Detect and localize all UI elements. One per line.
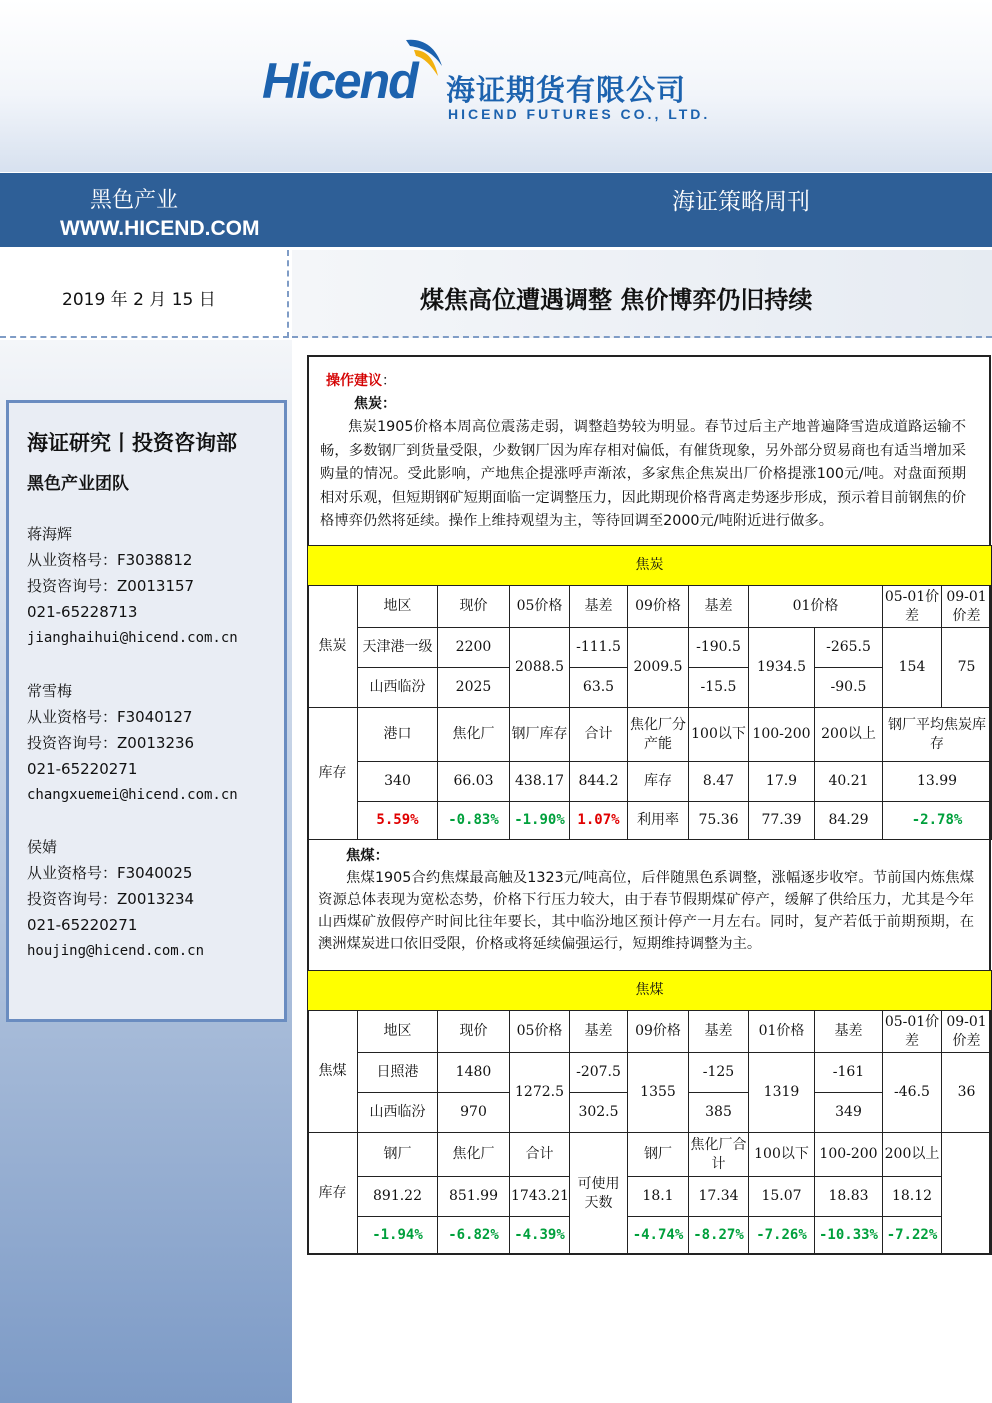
column-header: 100-200 [749,708,815,762]
inventory-change: -10.33% [815,1217,883,1255]
price-05-cell: 1272.5 [510,1053,570,1133]
column-header: 09价格 [628,586,689,628]
column-header: 焦化厂 [438,708,510,762]
utilization-value: 75.36 [689,802,749,840]
coke-advice-label: 焦炭： [354,396,396,412]
analyst-invest-id: 投资咨询号：Z0013234 [27,890,195,908]
utilization-value: 77.39 [749,802,815,840]
inventory-change: 5.59% [358,802,438,840]
analyst-card [27,678,238,808]
coking-advice-text: 焦煤1905合约焦煤最高触及1323元/吨高位，后伴随黑色系调整，涨幅逐步收窄。节前国内炼焦煤资源总体表现为宽松态势，价格下行压力较大，由于春节假期煤矿停产，缓解了供给压力，尤其是今年山西煤矿放假停产时间比往年要长，其中临汾地区预计停产一月左右。同时，复产若低于前期预期，在澳洲煤炭进口依旧受限，价格或将延续偏强运行，短期维持调整为主。 [318,870,974,952]
price-cell: 1480 [438,1053,510,1093]
column-header: 基差 [570,586,628,628]
inventory-value: 13.99 [883,762,992,802]
column-header: 05价格 [510,1011,570,1053]
inventory-change: -7.26% [749,1217,815,1255]
inventory-value: 18.12 [883,1177,942,1217]
basis-cell: -265.5 [815,628,883,668]
coking-coal-banner: 焦煤 [308,971,992,1011]
column-header: 100以下 [689,708,749,762]
analyst-email[interactable]: jianghaihui@hicend.com.cn [27,630,238,646]
price-01-cell: 1319 [749,1053,815,1133]
inventory-value: 40.21 [815,762,883,802]
analyst-qualification: 从业资格号：F3040025 [27,864,193,882]
inventory-value: 17.34 [689,1177,749,1217]
inventory-value: 15.07 [749,1177,815,1217]
column-header: 05-01价差 [883,586,942,628]
analyst-phone: 021-65228713 [27,603,138,621]
analyst-email[interactable]: changxuemei@hicend.com.cn [27,787,238,803]
analyst-name: 蒋海辉 [27,525,73,543]
spread-0901-cell: 36 [942,1053,992,1133]
coking-price-label: 焦煤 [308,1011,358,1133]
report-date: 2019 年 2 月 15 日 [62,290,216,310]
column-header: 地区 [358,586,438,628]
inventory-value: 库存 [628,762,689,802]
title-box [292,250,992,338]
inventory-value: 438.17 [510,762,570,802]
basis-cell: 63.5 [570,668,628,708]
column-header: 焦化厂分产能 [628,708,689,762]
analyst-phone: 021-65220271 [27,916,138,934]
column-header: 100-200 [815,1133,883,1177]
inventory-change: -8.27% [689,1217,749,1255]
analyst-card [27,521,238,651]
column-header: 100以下 [749,1133,815,1177]
column-header: 焦化厂合计 [689,1133,749,1177]
logo-swoosh-icon [404,36,444,82]
column-header: 地区 [358,1011,438,1053]
analyst-card [27,834,204,964]
utilization-value: 84.29 [815,802,883,840]
analyst-qualification: 从业资格号：F3038812 [27,551,193,569]
coke-inventory-label: 库存 [308,708,358,840]
logo-english: HICEND FUTURES CO., LTD. [448,106,711,122]
analyst-invest-id: 投资咨询号：Z0013157 [27,577,195,595]
coke-advice-text: 焦炭1905价格本周高位震荡走弱，调整趋势较为明显。春节过后主产地普遍降雪造成道路运输不畅，多数钢厂到货量受限，少数钢厂因为库存相对偏低，有催货现象，另外部分贸易商也有适当增加采购量的情况。受此影响，产地焦企提涨呼声渐浓，多家焦企焦炭出厂价格提涨100元/吨。对盘面预期相对乐观，但短期钢矿短期面临一定调整压力，因此期现价格背离走势逐步形成，预示着目前钢焦的价格博弈仍然将延续。操作上维持观望为主，等待回调至2000元/吨附近进行做多。 [320,419,966,529]
price-01-cell: 1934.5 [749,628,815,708]
analyst-name: 常雪梅 [27,682,73,700]
coking-advice-section [318,845,974,955]
analyst-invest-id: 投资咨询号：Z0013236 [27,734,195,752]
utilization-label: 利用率 [628,802,689,840]
hicend-logo [262,36,732,136]
inventory-change: -2.78% [883,802,992,840]
basis-cell: -190.5 [689,628,749,668]
advice-label: 操作建议 [326,373,382,389]
column-header: 09-01价差 [942,586,992,628]
analyst-name: 侯婧 [27,838,58,856]
price-09-cell: 1355 [628,1053,689,1133]
column-header: 200以上 [815,708,883,762]
website-link[interactable]: WWW.HICEND.COM [60,217,260,240]
spread-0501-cell: -46.5 [883,1053,942,1133]
coke-price-label: 焦炭 [308,586,358,708]
coke-table [307,545,992,840]
column-header: 01价格 [749,1011,815,1053]
column-header: 09价格 [628,1011,689,1053]
inventory-value: 8.47 [689,762,749,802]
inventory-change: -1.90% [510,802,570,840]
inventory-value: 66.03 [438,762,510,802]
region-cell: 天津港一级 [358,628,438,668]
price-09-cell: 2009.5 [628,628,689,708]
column-header: 05价格 [510,586,570,628]
title-band [0,173,992,247]
column-header: 钢厂平均焦炭库存 [883,708,992,762]
column-header: 钢厂库存 [510,708,570,762]
column-header: 200以上 [883,1133,942,1177]
inventory-change: -6.82% [438,1217,510,1255]
column-header: 01价格 [749,586,883,628]
inventory-value: 18.1 [628,1177,689,1217]
column-header: 合计 [510,1133,570,1177]
basis-cell: 349 [815,1093,883,1133]
column-header: 焦化厂 [438,1133,510,1177]
region-cell: 日照港 [358,1053,438,1093]
region-cell: 山西临汾 [358,668,438,708]
logo-wordmark: Hicend [262,53,417,109]
column-header: 现价 [438,1011,510,1053]
region-cell: 山西临汾 [358,1093,438,1133]
basis-cell: -90.5 [815,668,883,708]
inventory-value: 340 [358,762,438,802]
inventory-change: 1.07% [570,802,628,840]
column-header: 05-01价差 [883,1011,942,1053]
header-band [0,0,992,172]
column-header: 钢厂 [358,1133,438,1177]
inventory-value: 17.9 [749,762,815,802]
analyst-qualification: 从业资格号：F3040127 [27,708,193,726]
logo-chinese: 海证期货有限公司 [446,73,687,107]
column-header: 现价 [438,586,510,628]
team-box [6,400,287,1022]
analyst-phone: 021-65220271 [27,760,138,778]
column-header: 钢厂 [628,1133,689,1177]
column-header: 可使用天数 [570,1133,628,1255]
spread-0901-cell: 75 [942,628,992,708]
sidebar [0,340,292,1403]
spread-0501-cell: 154 [883,628,942,708]
price-cell: 2025 [438,668,510,708]
basis-cell: -111.5 [570,628,628,668]
column-header: 基差 [815,1011,883,1053]
team-name: 黑色产业团队 [27,474,129,494]
column-header: 基差 [689,1011,749,1053]
inventory-change: -1.94% [358,1217,438,1255]
advice-section [320,370,966,534]
advice-colon: ： [382,373,396,389]
price-05-cell: 2088.5 [510,628,570,708]
industry-label: 黑色产业 [90,188,179,213]
price-cell: 2200 [438,628,510,668]
department-title: 海证研究丨投资咨询部 [27,431,237,455]
inventory-change: -4.39% [510,1217,570,1255]
inventory-value: 891.22 [358,1177,438,1217]
inventory-change: -7.22% [883,1217,942,1255]
report-title: 煤焦高位遭遇调整 焦价博弈仍旧持续 [420,286,813,314]
empty-cell [942,1133,992,1255]
inventory-change: -0.83% [438,802,510,840]
coking-advice-label: 焦煤： [346,848,389,864]
date-box [0,250,289,338]
inventory-change: -4.74% [628,1217,689,1255]
inventory-value: 851.99 [438,1177,510,1217]
basis-cell: 302.5 [570,1093,628,1133]
column-header: 港口 [358,708,438,762]
basis-cell: -125 [689,1053,749,1093]
basis-cell: -15.5 [689,668,749,708]
inventory-value: 18.83 [815,1177,883,1217]
column-header: 09-01价差 [942,1011,992,1053]
analyst-email[interactable]: houjing@hicend.com.cn [27,943,205,959]
coke-banner: 焦炭 [308,546,992,586]
column-header: 基差 [689,586,749,628]
price-cell: 970 [438,1093,510,1133]
column-header: 基差 [570,1011,628,1053]
basis-cell: -161 [815,1053,883,1093]
inventory-value: 1743.21 [510,1177,570,1217]
main-content [307,355,991,1255]
inventory-value: 844.2 [570,762,628,802]
coking-inventory-label: 库存 [308,1133,358,1255]
basis-cell: -207.5 [570,1053,628,1093]
column-header: 合计 [570,708,628,762]
publication-name: 海证策略周刊 [672,189,810,215]
basis-cell: 385 [689,1093,749,1133]
coking-coal-table [307,970,992,1255]
